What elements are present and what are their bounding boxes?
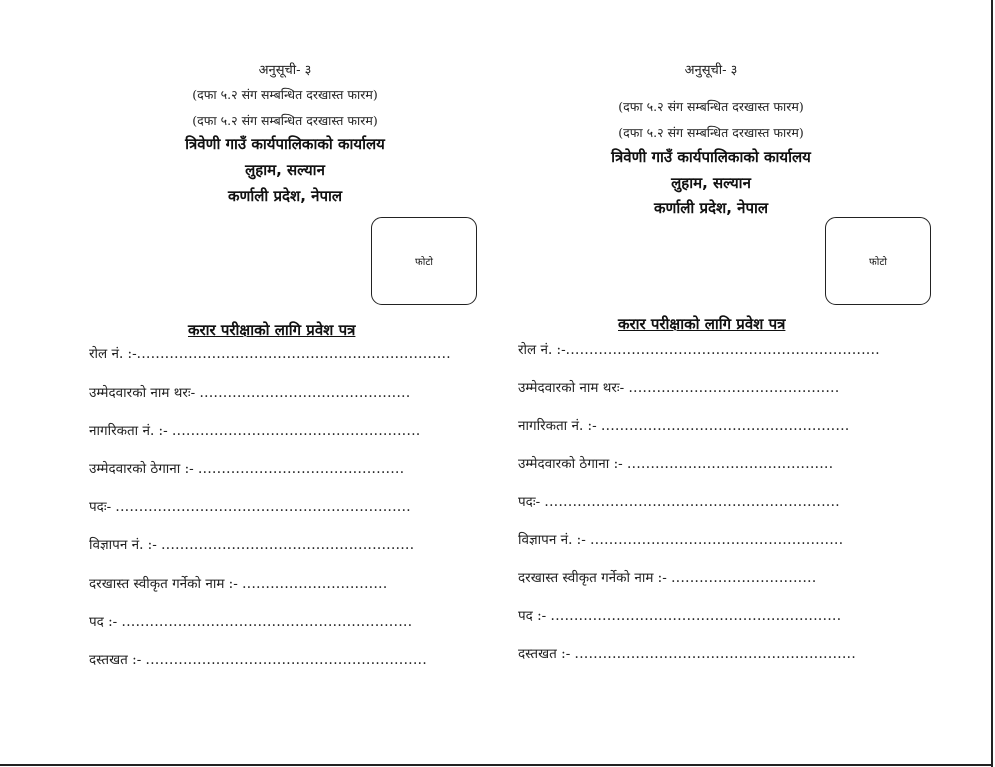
office-name: त्रिवेणी गाउँ कार्यपालिकाको कार्यालय: [185, 135, 385, 153]
field-roll-number: रोल नं. :-...................................................................: [518, 342, 880, 358]
field-approver-post: पद :- ..............................................................: [518, 608, 842, 624]
section-reference-2: (दफा ५.२ संग सम्बन्धित दरखास्त फारम): [618, 125, 804, 140]
section-reference-2: (दफा ५.२ संग सम्बन्धित दरखास्त फारम): [192, 113, 378, 128]
field-citizenship-number: नागरिकता नं. :- .....................................................: [518, 418, 850, 434]
office-address: लुहाम, सल्यान: [671, 174, 751, 192]
field-roll-number: रोल नं. :-...................................................................: [89, 346, 451, 362]
photo-label: फोटो: [869, 257, 887, 268]
field-post: पदः- ...............................................................: [518, 494, 840, 510]
page-bottom-border: [0, 764, 993, 766]
admit-card-title: करार परीक्षाको लागि प्रवेश पत्र: [188, 321, 356, 339]
field-signature: दस्तखत :- ............................................................: [89, 652, 428, 668]
field-approver-post: पद :- ..............................................................: [89, 614, 413, 630]
field-citizenship-number: नागरिकता नं. :- .....................................................: [89, 423, 421, 439]
office-address: लुहाम, सल्यान: [245, 161, 325, 179]
schedule-label: अनुसूची- ३: [258, 63, 312, 78]
field-advertisement-number: विज्ञापन नं. :- ......................................................: [518, 532, 844, 548]
field-candidate-address: उम्मेदवारको ठेगाना :- ............................................: [89, 461, 405, 477]
section-reference-1: (दफा ५.२ संग सम्बन्धित दरखास्त फारम): [192, 87, 378, 102]
province-name: कर्णाली प्रदेश, नेपाल: [227, 187, 343, 205]
field-approver-name: दरखास्त स्वीकृत गर्नेको नाम :- ...............................: [89, 576, 388, 592]
field-post: पदः- ...............................................................: [89, 499, 411, 515]
photo-label: फोटो: [415, 257, 433, 268]
field-signature: दस्तखत :- ............................................................: [518, 646, 857, 662]
photo-box: [825, 217, 931, 305]
page-right-border: [991, 0, 993, 767]
field-candidate-name: उम्मेदवारको नाम थरः- .............................................: [89, 385, 411, 401]
field-approver-name: दरखास्त स्वीकृत गर्नेको नाम :- ...............................: [518, 570, 817, 586]
schedule-label: अनुसूची- ३: [684, 63, 738, 78]
section-reference-1: (दफा ५.२ संग सम्बन्धित दरखास्त फारम): [618, 99, 804, 114]
office-name: त्रिवेणी गाउँ कार्यपालिकाको कार्यालय: [611, 148, 811, 166]
photo-box: [371, 217, 477, 305]
province-name: कर्णाली प्रदेश, नेपाल: [653, 199, 769, 217]
admit-card-title: करार परीक्षाको लागि प्रवेश पत्र: [618, 315, 786, 333]
field-candidate-name: उम्मेदवारको नाम थरः- .............................................: [518, 380, 840, 396]
field-advertisement-number: विज्ञापन नं. :- ......................................................: [89, 537, 415, 553]
field-candidate-address: उम्मेदवारको ठेगाना :- ............................................: [518, 456, 834, 472]
